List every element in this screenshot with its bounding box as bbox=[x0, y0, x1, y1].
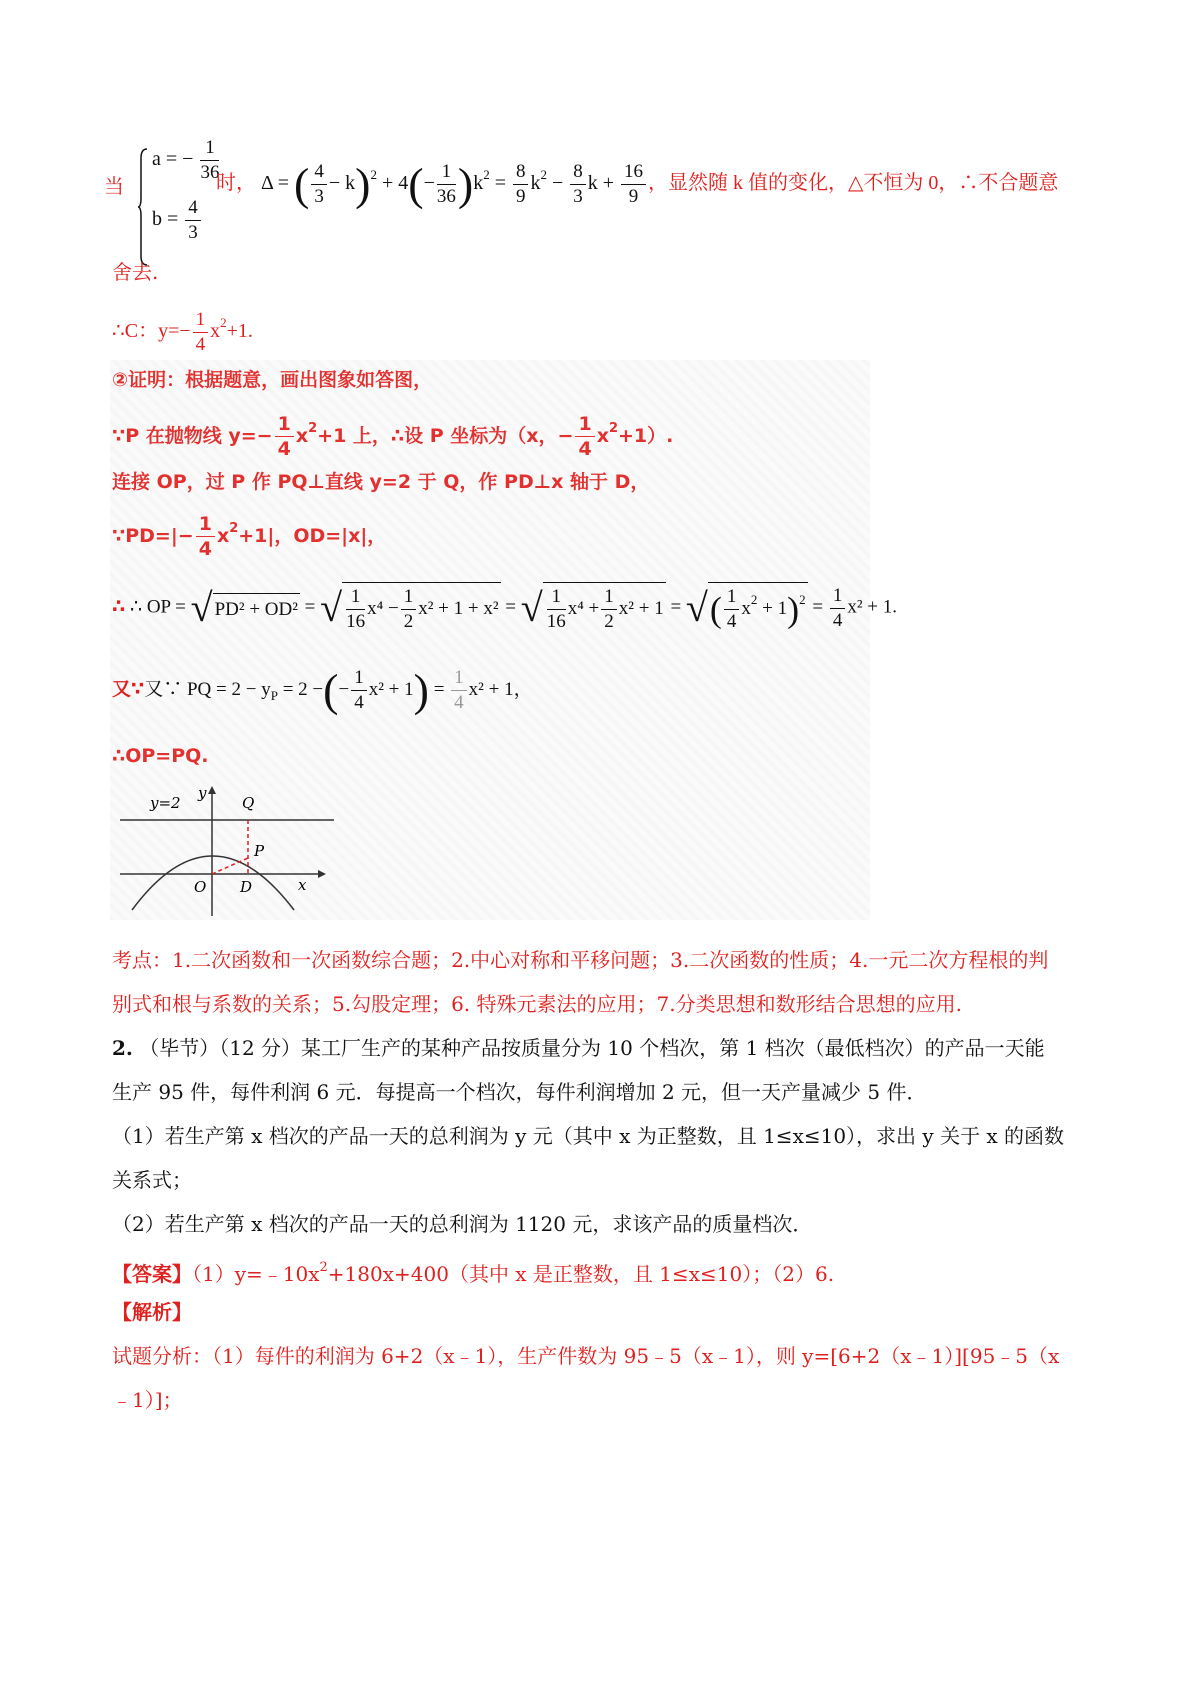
op-lhs: ∴ OP = bbox=[129, 596, 186, 618]
minus-k: − k bbox=[328, 172, 356, 195]
step4-a: ∵PD=|− bbox=[112, 525, 194, 547]
subscript: P bbox=[270, 687, 278, 703]
plus-four: + 4 bbox=[381, 172, 409, 195]
proof-step7: ∴OP=PQ. bbox=[112, 745, 209, 767]
denominator: 3 bbox=[573, 186, 583, 207]
numerator: 4 bbox=[185, 196, 201, 221]
kaodian-line1: 考点：1.二次函数和一次函数综合题；2.中心对称和平移问题；3.二次函数的性质；4.一元二次方程根的判 bbox=[112, 948, 1049, 972]
numerator: 1 bbox=[575, 412, 594, 437]
pq-inner: x² + 1 bbox=[368, 678, 414, 700]
a-lhs: a = − bbox=[152, 148, 194, 171]
fraction bbox=[437, 160, 456, 209]
parabola bbox=[132, 856, 294, 910]
case-b-equation bbox=[152, 196, 203, 245]
op-derivation: ∴ ∴ OP = √ PD² + OD² = √ $\frac{1}{16}$ x⁴ − $\frac{1}{2}$ x² + 1 + x² = √ $\frac{1}{16}$ x⁴ + $\frac{1}{2}$ x² + 1 = √( $\frac{1}{4}$ $x^2 + 1)^2$ = $\frac{1}{4}$ x² + 1. bbox=[112, 582, 897, 634]
problem-number: 2. bbox=[112, 1036, 133, 1060]
proof-step1: ②证明：根据题意，画出图象如答图， bbox=[112, 369, 433, 391]
label-o: O bbox=[194, 878, 207, 896]
denominator: 9 bbox=[628, 186, 639, 207]
problem2-q1-line2: 关系式； bbox=[112, 1168, 192, 1192]
radicand-part: x² + 1 + x² bbox=[418, 597, 499, 619]
numerator: 1 bbox=[346, 585, 365, 610]
radicand-part: x² + 1 bbox=[618, 597, 664, 619]
case-prefix: 当 bbox=[104, 174, 124, 198]
sqrt: √ $\frac{1}{16}$ x⁴ − $\frac{1}{2}$ x² + 1 + x² bbox=[320, 582, 500, 634]
numerator: 1 bbox=[275, 412, 294, 437]
denominator: 16 bbox=[346, 611, 366, 632]
exponent: 2 bbox=[319, 1260, 328, 1275]
c-prefix: ∴C：y=− bbox=[112, 320, 191, 343]
analysis-label bbox=[112, 1298, 192, 1326]
fraction bbox=[621, 160, 646, 209]
problem2-q1-line1: （1）若生产第 x 档次的产品一天的总利润为 y 元（其中 x 为正整数，且 1≤x≤10），求出 y 关于 x 的函数 bbox=[112, 1124, 1065, 1148]
c-tail: +1. bbox=[226, 320, 253, 343]
denominator: 4 bbox=[277, 438, 291, 460]
c-result bbox=[112, 308, 253, 357]
denominator: 4 bbox=[198, 538, 212, 560]
x-var: x bbox=[210, 320, 221, 343]
fraction bbox=[185, 196, 201, 245]
fraction bbox=[275, 412, 294, 461]
radicand: PD² + OD² bbox=[213, 593, 300, 624]
answer-line bbox=[112, 1254, 834, 1288]
step2-x: x bbox=[295, 425, 309, 447]
label-y: y bbox=[198, 784, 207, 802]
denominator: 4 bbox=[195, 334, 206, 355]
label-p: P bbox=[254, 842, 265, 860]
label-x: x bbox=[298, 876, 307, 894]
problem2-text: （毕节）（12 分）某工厂生产的某种产品按质量分为 10 个档次，第 1 档次（最低档次）的产品一天能 bbox=[139, 1036, 1045, 1060]
analysis-line2: ﹣1）]； bbox=[112, 1388, 183, 1412]
numerator: 8 bbox=[570, 160, 586, 185]
op-result: x² + 1. bbox=[847, 596, 897, 618]
answer-text: （1）y=﹣10x bbox=[192, 1262, 320, 1286]
pq-mid: = 2 − bbox=[282, 678, 324, 700]
label-d: D bbox=[240, 878, 253, 896]
problem2-q2: （2）若生产第 x 档次的产品一天的总利润为 1120 元，求该产品的质量档次． bbox=[112, 1212, 813, 1236]
fraction bbox=[311, 160, 327, 209]
step2-c: +1 上，∴设 P 坐标为（x，− bbox=[317, 425, 574, 447]
fraction bbox=[193, 308, 209, 357]
problem2-line1 bbox=[112, 1034, 1045, 1062]
proof-step4: ∵PD=|− $\frac{1}{4}$ $x^2+1|$，OD=|x|， bbox=[112, 513, 387, 560]
exponent: 2 bbox=[370, 167, 377, 183]
numerator: 1 bbox=[437, 160, 456, 185]
step2-d: +1）. bbox=[618, 425, 674, 447]
fraction bbox=[513, 160, 529, 209]
equals: = bbox=[433, 678, 445, 700]
denominator: 4 bbox=[578, 438, 592, 460]
answer-text-rest: +180x+400（其中 x 是正整数，且 1≤x≤10）；（2）6. bbox=[327, 1262, 835, 1286]
proof-step3: 连接 OP，过 P 作 PQ⊥直线 y=2 于 Q，作 PD⊥x 轴于 D， bbox=[112, 471, 650, 493]
denominator: 3 bbox=[314, 186, 324, 207]
delta-conclusion: ，显然随 k 值的变化，△不恒为 0，∴不合题意 bbox=[648, 172, 1059, 195]
numerator: 1 bbox=[193, 308, 209, 333]
sqrt: √( $\frac{1}{4}$ $x^2 + 1)^2$ bbox=[686, 582, 808, 634]
numerator: 1 bbox=[196, 512, 215, 537]
fraction bbox=[575, 412, 594, 461]
label-q: Q bbox=[242, 794, 255, 812]
numerator: 1 bbox=[200, 136, 219, 161]
step4-b: +1|，OD=|x|， bbox=[238, 525, 387, 547]
sqrt: √ $\frac{1}{16}$ x⁴ + $\frac{1}{2}$ x² + 1 bbox=[521, 582, 666, 634]
proof-step2: ∵P 在抛物线 y=− $\frac{1}{4}$ $x^2+1$ 上，∴设 P 坐标为（x，− $\frac{1}{4}$ $x^2+1$）. bbox=[112, 413, 674, 460]
delta-lhs: Δ = bbox=[261, 172, 290, 195]
exponent: 2 bbox=[220, 315, 227, 331]
kaodian-line2: 别式和根与系数的关系；5.勾股定理；6. 特殊元素法的应用；7.分类思想和数形结合思想的应用. bbox=[112, 992, 962, 1016]
denominator: 36 bbox=[436, 186, 456, 207]
equals: = bbox=[304, 596, 316, 618]
shi-text: 时， bbox=[216, 172, 256, 195]
numerator: 1 bbox=[401, 585, 417, 610]
radicand-part: x⁴ − bbox=[367, 597, 399, 619]
denominator: 3 bbox=[188, 222, 198, 243]
op-segment bbox=[212, 858, 248, 874]
pq-lhs: 又∵ PQ = 2 − y bbox=[144, 678, 271, 700]
case-continuation: 舍去. bbox=[112, 260, 159, 284]
denominator: 36 bbox=[200, 162, 220, 183]
equals: = bbox=[494, 172, 506, 195]
pq-result: x² + 1， bbox=[468, 678, 533, 700]
radicand-part: x⁴ + bbox=[567, 597, 600, 619]
numerator: 16 bbox=[621, 160, 646, 185]
case-a-equation bbox=[152, 136, 221, 185]
pq-derivation: 又∵又∵ PQ = $2 - y_P = 2$ −(− $\frac{1}{4}$ x² + 1) = $\frac{1}{4}$ x² + 1， bbox=[112, 664, 533, 716]
label-y2: y=2 bbox=[150, 794, 181, 812]
b-lhs: b = bbox=[152, 208, 179, 231]
analysis-line1: 试题分析：（1）每件的利润为 6+2（x﹣1），生产件数为 95﹣5（x﹣1），则 y=[6+2（x﹣1）][95﹣5（x bbox=[112, 1344, 1060, 1368]
numerator: 8 bbox=[513, 160, 529, 185]
fraction bbox=[196, 512, 215, 561]
denominator: 9 bbox=[515, 186, 526, 207]
numerator: 4 bbox=[311, 160, 327, 185]
sqrt: √ PD² + OD² bbox=[190, 585, 298, 630]
system-brace bbox=[138, 148, 148, 266]
answer-label: 【答案】 bbox=[112, 1262, 192, 1286]
problem2-line2: 生产 95 件，每件利润 6 元．每提高一个档次，每件利润增加 2 元，但一天产量减少 5 件． bbox=[112, 1080, 927, 1104]
denominator: 2 bbox=[403, 611, 414, 632]
delta-expression: 时， Δ = ( $\frac{4}{3}$ − k)$^2$ + 4(− $\frac{1}{36}$ )$k^2$ = $\frac{8}{9}$ $k^2$ − $\frac{8}{3}$ k + $\frac{16}{9}$ ，显然随 k 值的变化，△不恒为 0，∴不合题意 bbox=[216, 158, 1059, 210]
analysis-label-text: 【解析】 bbox=[112, 1300, 192, 1324]
k-term: k bbox=[473, 172, 484, 195]
step2-a: ∵P 在抛物线 y=− bbox=[112, 425, 273, 447]
fraction bbox=[570, 160, 586, 209]
parabola-figure bbox=[112, 782, 342, 922]
